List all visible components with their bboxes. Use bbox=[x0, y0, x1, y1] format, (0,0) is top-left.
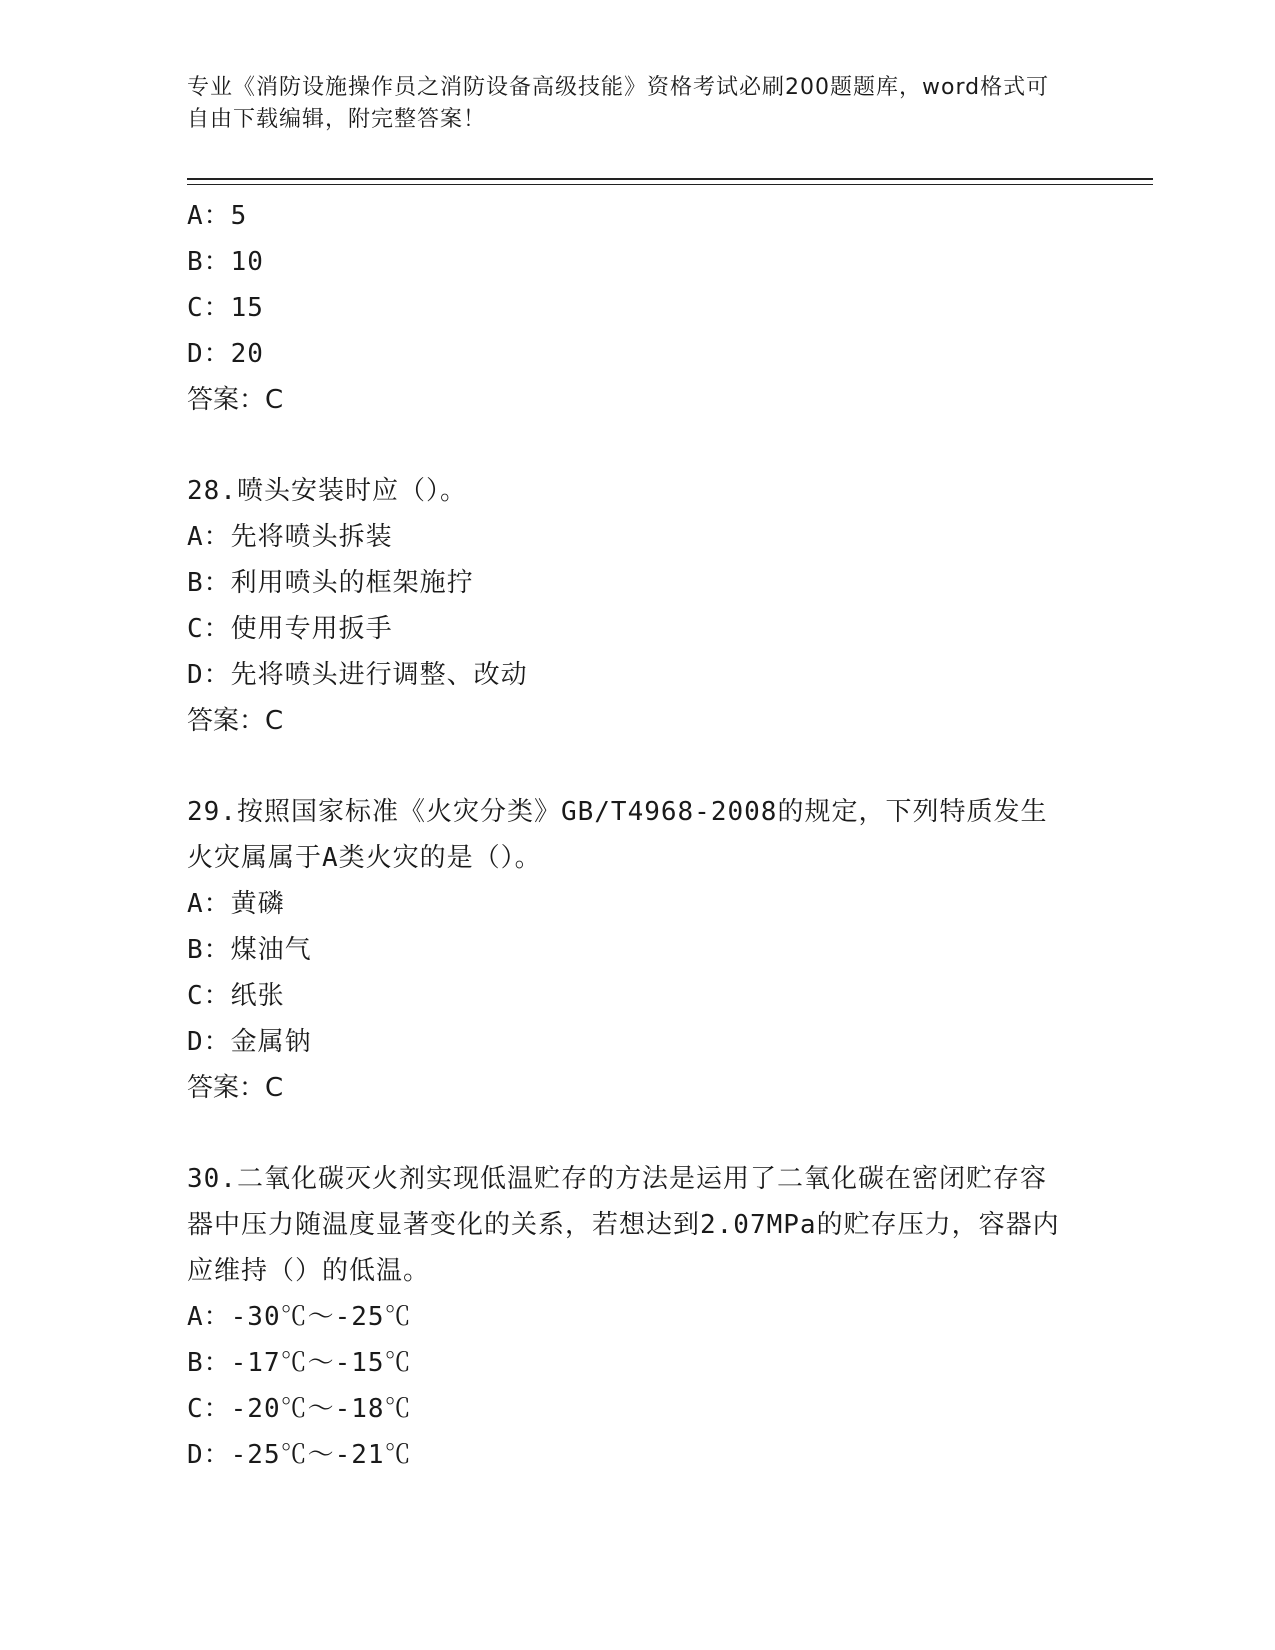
option-d: D：-25℃～-21℃ bbox=[187, 1440, 412, 1470]
question-29 bbox=[187, 789, 1087, 1111]
option-b: B：利用喷头的框架施拧 bbox=[187, 568, 474, 598]
question-stem: 28.喷头安装时应（）。 bbox=[187, 476, 467, 506]
question-stem: 30.二氧化碳灭火剂实现低温贮存的方法是运用了二氧化碳在密闭贮存容器中压力随温度显著变化的关系，若想达到2.07MPa的贮存压力，容器内应维持（）的低温。 bbox=[187, 1164, 1060, 1286]
option-c: C：纸张 bbox=[187, 981, 285, 1011]
option-b: B：-17℃～-15℃ bbox=[187, 1348, 412, 1378]
option-a: A：黄磷 bbox=[187, 889, 285, 919]
option-d: D：金属钠 bbox=[187, 1027, 312, 1057]
header-divider-thin bbox=[187, 184, 1153, 185]
option-c: C：15 bbox=[187, 293, 264, 323]
option-c: C：使用专用扳手 bbox=[187, 614, 393, 644]
document-header: 专业《消防设施操作员之消防设备高级技能》资格考试必刷200题题库，word格式可自由下载编辑，附完整答案！ bbox=[187, 75, 1050, 132]
question-stem: 29.按照国家标准《火灾分类》GB/T4968-2008的规定，下列特质发生火灾属属于A类火灾的是（）。 bbox=[187, 797, 1048, 873]
answer: 答案：C bbox=[187, 706, 284, 736]
answer: 答案：C bbox=[187, 1073, 284, 1103]
option-a: A：-30℃～-25℃ bbox=[187, 1302, 412, 1332]
header-divider bbox=[187, 178, 1153, 180]
option-b: B：煤油气 bbox=[187, 935, 312, 965]
option-a: A：先将喷头拆装 bbox=[187, 522, 393, 552]
question-28 bbox=[187, 468, 1087, 744]
option-c: C：-20℃～-18℃ bbox=[187, 1394, 412, 1424]
answer: 答案：C bbox=[187, 385, 284, 415]
option-b: B：10 bbox=[187, 247, 264, 277]
option-a: A：5 bbox=[187, 201, 248, 231]
option-d: D：20 bbox=[187, 339, 264, 369]
option-d: D：先将喷头进行调整、改动 bbox=[187, 660, 528, 690]
question-list bbox=[187, 193, 1087, 1478]
question-30 bbox=[187, 1156, 1087, 1478]
question-27 bbox=[187, 193, 1087, 423]
